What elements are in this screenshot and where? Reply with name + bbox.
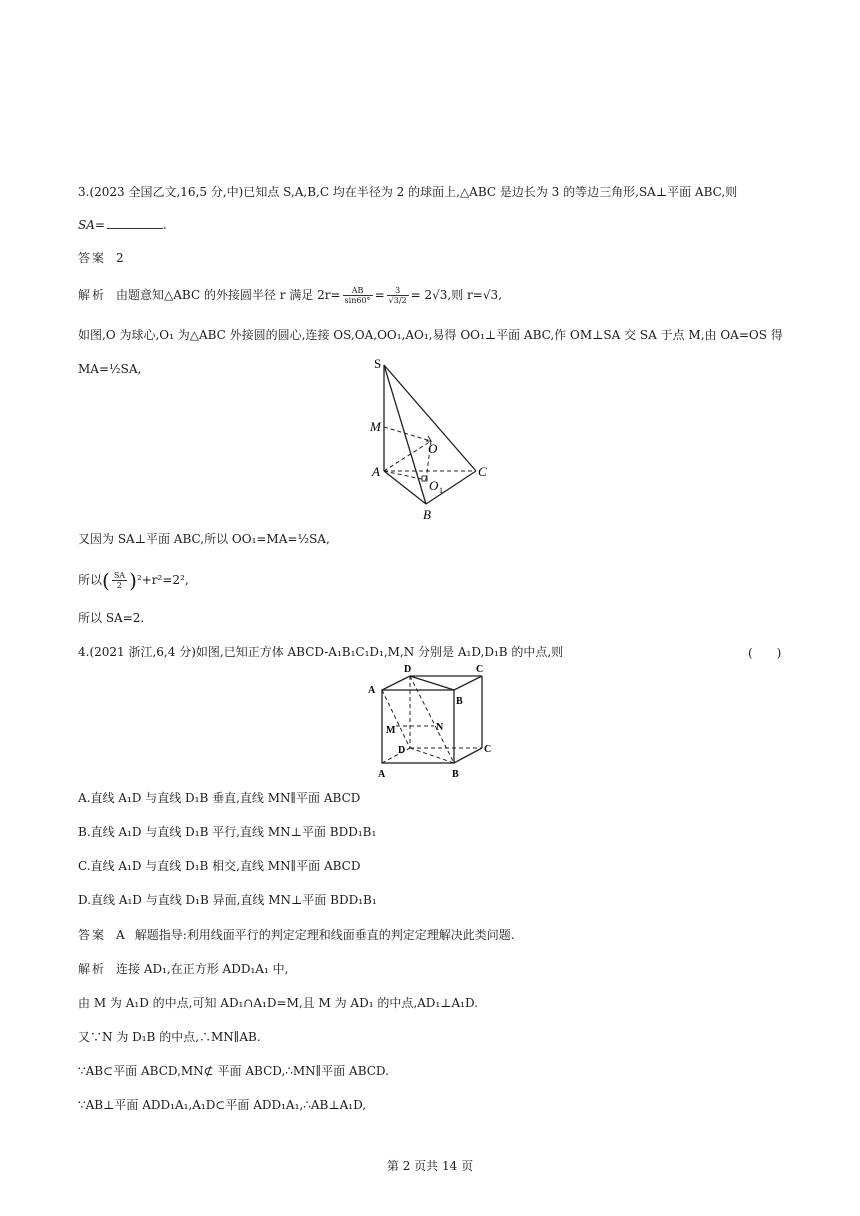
- q4-fig-label-m: M: [386, 725, 396, 736]
- q3-answer: [78, 250, 124, 266]
- q3-a1-suffix: = 2√3,则 r=√3,: [410, 288, 502, 302]
- q4-stem: 4.(2021 浙江,6,4 分)如图,已知正方体 ABCD-A₁B₁C₁D₁,M,N 分别是 A₁D,D₁B 的中点,则: [78, 645, 564, 659]
- page-footer: 第 2 页共 14 页: [386, 1159, 474, 1173]
- q4-fig-label-a: A: [378, 769, 386, 780]
- q3-fig-label-b: B: [423, 507, 431, 522]
- q4-answer: [78, 927, 515, 943]
- q3-fig-label-s: S: [374, 356, 382, 371]
- q4-analysis-text1: 连接 AD₁,在正方形 ADD₁A₁ 中,: [116, 962, 289, 976]
- q3-fig-label-o1: O: [429, 478, 439, 493]
- q3-analysis-line6: 所以 SA=2.: [78, 611, 145, 625]
- q4-fig-label-d1: D: [404, 664, 412, 675]
- q4-fig-label-a1: A: [368, 685, 376, 696]
- q4-fig-label-b: B: [452, 769, 459, 780]
- q3-fig-label-c: C: [478, 464, 487, 479]
- q4-option-c: C.直线 A₁D 与直线 D₁B 相交,直线 MN∥平面 ABCD: [78, 859, 361, 873]
- q3-a5-suffix: ²+r²=2²,: [136, 573, 189, 587]
- q3-analysis-line3: MA=½SA,: [78, 362, 142, 376]
- q3-frac-sa-over-2: $\frac{SA}{2}$: [113, 571, 126, 590]
- q4-analysis-line3: 又∵N 为 D₁B 的中点,∴MN∥AB.: [78, 1030, 261, 1044]
- q3-a5-prefix: 所以: [78, 573, 103, 587]
- q4-analysis-line1: [78, 961, 288, 977]
- q4-answer-value: A: [116, 928, 125, 942]
- q3-stem-sa: SA=: [78, 218, 105, 232]
- q4-analysis-label: 解析: [78, 962, 107, 976]
- q3-answer-label: 答案: [78, 251, 107, 265]
- q3-a1-prefix: 由题意知△ABC 的外接圆半径 r 满足 2r=: [116, 288, 341, 302]
- q3-fig-label-o: O: [428, 441, 438, 456]
- q3-answer-blank: [107, 218, 163, 229]
- q4-fig-label-b1: B: [456, 696, 463, 707]
- q4-answer-paren: ( ): [748, 646, 782, 660]
- q3-analysis-line1: [78, 286, 502, 305]
- q4-fig-label-c: C: [484, 744, 492, 755]
- q4-analysis-line4: ∵AB⊂平面 ABCD,MN⊄ 平面 ABCD,∴MN∥平面 ABCD.: [78, 1064, 389, 1078]
- q3-analysis-line2: 如图,O 为球心,O₁ 为△ABC 外接圆的圆心,连接 OS,OA,OO₁,AO₁,易得 OO₁⊥平面 ABC,作 OM⊥SA 交 SA 于点 M,由 OA=OS 得: [78, 328, 783, 342]
- q4-option-a: A.直线 A₁D 与直线 D₁B 垂直,直线 MN∥平面 ABCD: [78, 791, 361, 805]
- q3-answer-value: 2: [116, 251, 124, 265]
- q3-analysis-line4: 又因为 SA⊥平面 ABC,所以 OO₁=MA=½SA,: [78, 532, 330, 546]
- q3-a1-eq: =: [374, 288, 385, 302]
- q3-stem-line1: 3.(2023 全国乙文,16,5 分,中)已知点 S,A,B,C 均在半径为 2 的球面上,△ABC 是边长为 3 的等边三角形,SA⊥平面 ABC,则: [78, 185, 738, 199]
- q3-analysis-label: 解析: [78, 288, 107, 302]
- q3-fig-label-o1-sub: 1: [439, 486, 443, 495]
- q4-option-d: D.直线 A₁D 与直线 D₁B 异面,直线 MN⊥平面 BDD₁B₁: [78, 893, 377, 907]
- q3-fig-label-a: A: [372, 464, 380, 479]
- q4-fig-label-d: D: [398, 745, 406, 756]
- q4-answer-hint: 解题指导:利用线面平行的判定定理和线面垂直的判定定理解决此类问题.: [134, 928, 515, 942]
- q4-fig-label-n: N: [436, 722, 444, 733]
- q3-analysis-line5: 所以( $\frac{SA}{2}$ )²+r²=2²,: [78, 568, 189, 593]
- q3-stem-line2: SA= .: [78, 218, 167, 232]
- q3-frac-ab-sin60: $\frac{AB}{\sin 60^\circ}$: [344, 286, 371, 305]
- q4-cube-figure: [366, 660, 496, 782]
- q3-frac-3-over-root3-2: $\frac{3}{√3/2}$: [388, 286, 407, 305]
- q3-pyramid-figure: [366, 356, 496, 526]
- q4-answer-label: 答案: [78, 928, 107, 942]
- q4-option-b: B.直线 A₁D 与直线 D₁B 平行,直线 MN⊥平面 BDD₁B₁: [78, 825, 377, 839]
- q4-fig-label-c1: C: [476, 664, 484, 675]
- q4-analysis-line5: ∵AB⊥平面 ADD₁A₁,A₁D⊂平面 ADD₁A₁,∴AB⊥A₁D,: [78, 1098, 367, 1112]
- q3-fig-label-m: M: [370, 419, 381, 434]
- q4-analysis-line2: 由 M 为 A₁D 的中点,可知 AD₁∩A₁D=M,且 M 为 AD₁ 的中点,AD₁⊥A₁D.: [78, 996, 479, 1010]
